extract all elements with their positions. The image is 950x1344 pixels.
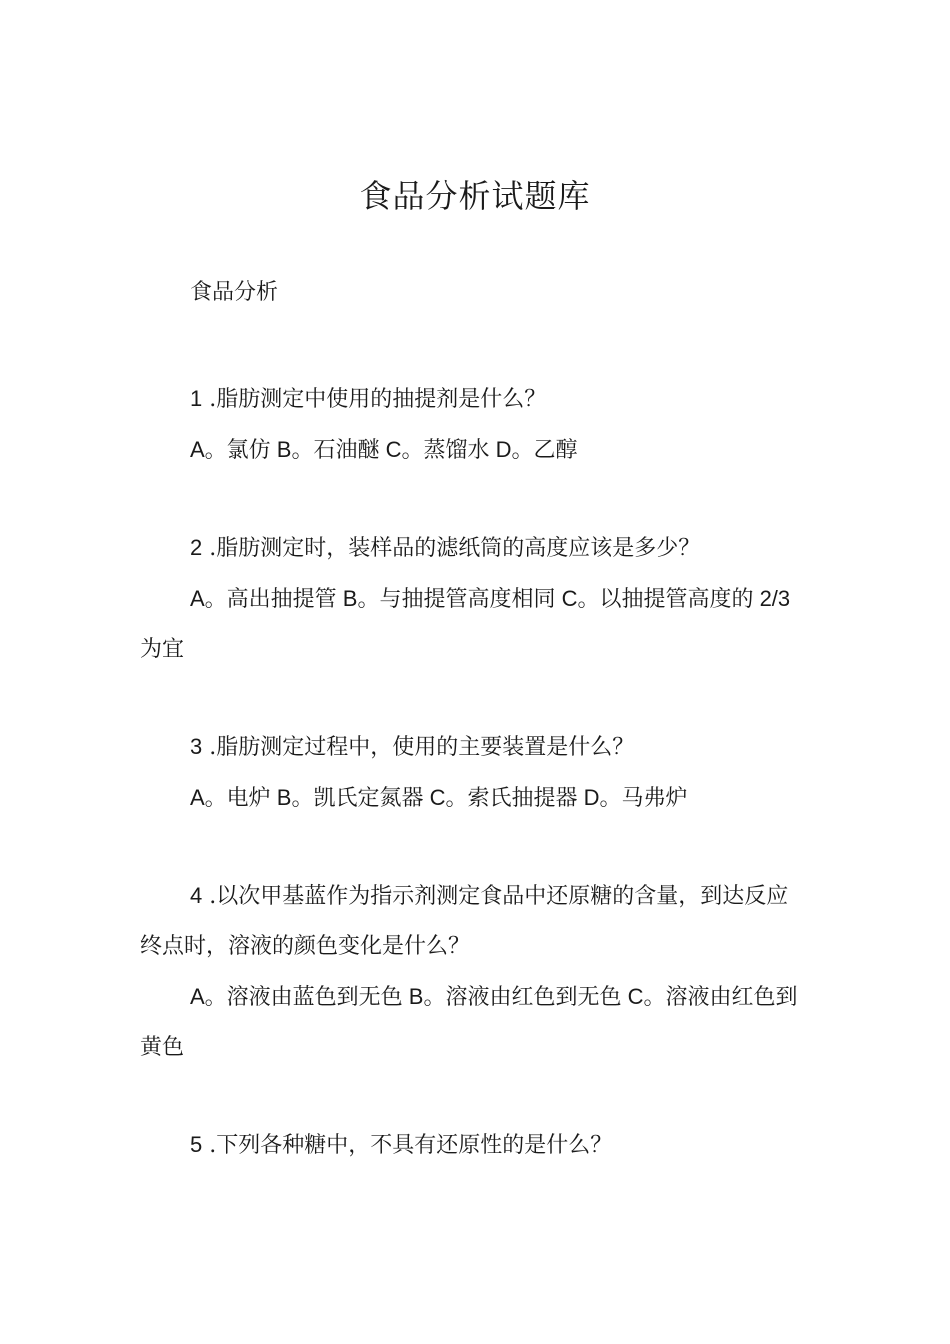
question-text — [140, 871, 800, 972]
question-number: 2 — [190, 535, 203, 560]
question-4 — [140, 871, 800, 1072]
question-options: A。高出抽提管 B。与抽提管高度相同 C。以抽提管高度的 2/3 为宜 — [140, 586, 791, 661]
question-number: 4 — [190, 883, 203, 908]
question-text — [140, 722, 800, 773]
question-options: A。电炉 B。凯氏定氮器 C。索氏抽提器 D。马弗炉 — [190, 785, 688, 810]
question-number: 5 — [190, 1132, 203, 1157]
question-2 — [140, 523, 800, 674]
question-body: .脂肪测定过程中，使用的主要装置是什么？ — [202, 735, 635, 760]
question-body: .下列各种糖中，不具有还原性的是什么？ — [202, 1133, 613, 1158]
subject-heading: 食品分析 — [190, 280, 279, 305]
question-5 — [140, 1120, 800, 1171]
question-number: 1 — [190, 386, 203, 411]
question-body: .脂肪测定中使用的抽提剂是什么？ — [202, 387, 547, 412]
question-options: A。溶液由蓝色到无色 B。溶液由红色到无色 C。溶液由红色到黄色 — [140, 984, 798, 1059]
question-text — [140, 374, 800, 425]
question-list — [140, 374, 800, 1219]
question-body: .脂肪测定时，装样品的滤纸筒的高度应该是多少？ — [202, 536, 701, 561]
question-3 — [140, 722, 800, 823]
question-body: .以次甲基蓝作为指示剂测定食品中还原糖的含量，到达反应终点时，溶液的颜色变化是什么？ — [140, 884, 789, 959]
document-title: 食品分析试题库 — [359, 177, 591, 215]
question-options: A。氯仿 B。石油醚 C。蒸馏水 D。乙醇 — [190, 437, 578, 462]
question-text — [140, 1120, 800, 1171]
question-text — [140, 523, 800, 574]
question-number: 3 — [190, 734, 203, 759]
question-1 — [140, 374, 800, 475]
